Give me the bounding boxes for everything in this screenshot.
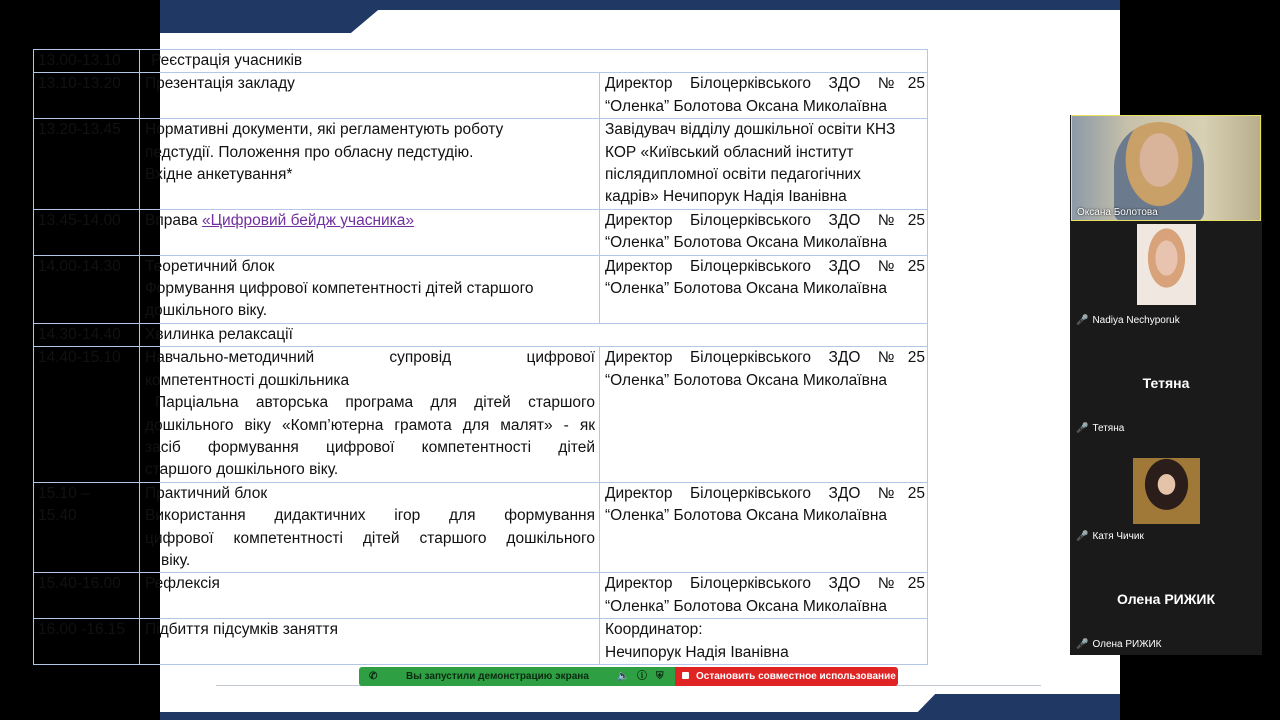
mic-muted-icon[interactable]: 🎤 (1076, 315, 1089, 326)
responsible-line: “Оленка” Болотова Оксана Миколаївна (605, 97, 888, 115)
activity-line: Практичний блок (145, 484, 268, 502)
activity-line: дошкільного віку «Комп’ютерна грамота для малят» - як (145, 416, 595, 434)
avatar (1133, 458, 1200, 524)
schedule-table (33, 49, 928, 665)
activity-cell (140, 50, 928, 73)
responsible-cell (600, 573, 928, 619)
participant-tile[interactable] (1071, 547, 1261, 653)
time-cell: 14.30-14.40 (34, 323, 140, 346)
responsible-line: Директор Білоцерківського ЗДО №25 (605, 75, 925, 93)
phone-icon[interactable]: ✆ (369, 671, 378, 682)
slide-top-accent (160, 0, 390, 33)
participant-name-text: Тетяна (1092, 423, 1125, 434)
time-cell: 13.45-14.00 (34, 209, 140, 255)
activity-cell: Хвилинка релаксації (140, 323, 928, 346)
table-row (34, 255, 928, 323)
responsible-cell (600, 347, 928, 482)
time-cell (34, 482, 140, 573)
activity-cell: Рефлексія (140, 573, 600, 619)
time-cell: 15.40-16.00 (34, 573, 140, 619)
time-line: 15.10 – (38, 484, 90, 502)
responsible-line: “Оленка” Болотова Оксана Миколаївна (605, 597, 888, 615)
activity-line: Нормативні документи, які регламентують роботу (145, 121, 504, 139)
time-line: 15.40 (38, 507, 77, 525)
responsible-line: Директор Білоцерківського ЗДО №25 (605, 575, 925, 593)
activity-prefix: Вправа (145, 211, 202, 229)
table-row (34, 619, 928, 665)
responsible-cell (600, 73, 928, 119)
participant-display-name: Тетяна (1142, 375, 1190, 391)
activity-line: дошкільного віку. (145, 302, 268, 320)
participant-tile[interactable] (1071, 115, 1261, 221)
table-row (34, 209, 928, 255)
responsible-line: Координатор: (605, 621, 703, 639)
responsible-line: Директор Білоцерківського ЗДО №25 (605, 211, 925, 229)
responsible-line: “Оленка” Болотова Оксана Миколаївна (605, 507, 888, 525)
activity-cell (140, 482, 600, 573)
participant-name (1076, 639, 1161, 651)
responsible-cell (600, 209, 928, 255)
activity-line: віку. (161, 551, 191, 569)
activity-line: Використання дидактичних ігор для формування (145, 507, 595, 525)
responsible-cell (600, 619, 928, 665)
table-row (34, 347, 928, 482)
participants-panel (1070, 115, 1262, 655)
digital-badge-link[interactable]: «Цифровий бейдж учасника» (201, 211, 415, 229)
activity-line: старшого дошкільного віку. (145, 461, 339, 479)
activity-line: цифрової компетентності дітей старшого дошкільного (145, 529, 595, 547)
responsible-line: “Оленка” Болотова Оксана Миколаївна (605, 234, 888, 252)
responsible-line: Нечипорук Надія Іванівна (605, 643, 789, 661)
activity-cell: Презентація закладу (140, 73, 600, 119)
participant-name (1076, 315, 1180, 327)
responsible-line: “Оленка” Болотова Оксана Миколаївна (605, 371, 888, 389)
activity-line: Навчально-методичний супровід цифрової (145, 349, 595, 367)
time-cell: 16.00 -16.15 (34, 619, 140, 665)
activity-line: засіб формування цифрової компетентності дітей (145, 438, 595, 456)
activity-line: компетентності дошкільника (145, 371, 350, 389)
responsible-line: “Оленка” Болотова Оксана Миколаївна (605, 280, 888, 298)
responsible-cell (600, 255, 928, 323)
responsible-line: Директор Білоцерківського ЗДО №25 (605, 484, 925, 502)
time-cell: 13.20-13.45 (34, 119, 140, 210)
time-cell: 13.00-13.10 (34, 50, 140, 73)
participant-tile[interactable] (1071, 223, 1261, 329)
mic-muted-icon[interactable]: 🎤 (1076, 639, 1089, 650)
stop-share-label: Остановить совместное использование (696, 671, 896, 682)
activity-line: Парціальна авторська програма для дітей старшого (155, 394, 595, 412)
speaker-icon[interactable]: 🔈 (617, 671, 630, 682)
activity-cell (140, 119, 600, 210)
responsible-cell (600, 119, 928, 210)
slide-bottom-accent (910, 694, 1120, 720)
share-status-text: Вы запустили демонстрацию экрана (406, 671, 589, 682)
participant-name: Оксана Болотова (1077, 207, 1158, 218)
time-cell: 13.10-13.20 (34, 73, 140, 119)
table-row (34, 119, 928, 210)
participant-name (1076, 531, 1144, 543)
activity-text: Реєстрація учасників (151, 52, 303, 69)
responsible-line: кадрів» Нечипорук Надія Іванівна (605, 188, 847, 206)
participant-name (1076, 423, 1124, 435)
shield-icon[interactable]: ⛨ (656, 671, 664, 682)
activity-cell: Підбиття підсумків заняття (140, 619, 600, 665)
activity-cell (140, 347, 600, 482)
mic-muted-icon[interactable]: 🎤 (1076, 423, 1089, 434)
avatar (1137, 224, 1196, 305)
participant-name-text: Олена РИЖИК (1092, 639, 1162, 650)
activity-cell (140, 209, 600, 255)
time-cell: 14.00-14.30 (34, 255, 140, 323)
participant-name-text: Nadiya Nechyporuk (1092, 315, 1180, 326)
activity-cell (140, 255, 600, 323)
responsible-line: післядипломної освіти педагогічних (605, 166, 861, 184)
stop-square-icon (682, 672, 689, 679)
time-cell: 14.40-15.10 (34, 347, 140, 482)
participant-tile[interactable] (1071, 439, 1261, 545)
responsible-cell (600, 482, 928, 573)
participant-display-name: Олена РИЖИК (1117, 591, 1215, 607)
stop-share-button[interactable] (675, 667, 898, 686)
table-row (34, 573, 928, 619)
responsible-line: Директор Білоцерківського ЗДО №25 (605, 349, 925, 367)
share-status-bar (359, 667, 675, 686)
activity-line: Вхідне анкетування* (145, 166, 293, 184)
responsible-line: Завідувач відділу дошкільної освіти КНЗ (605, 121, 896, 139)
mic-muted-icon[interactable]: 🎤 (1076, 531, 1089, 542)
participant-name-text: Катя Чичик (1092, 531, 1144, 542)
table-row (34, 50, 928, 73)
table-row (34, 482, 928, 573)
activity-line: педстудії. Положення про обласну педстудію. (145, 143, 474, 161)
screen-share-banner (359, 667, 898, 686)
activity-line: Теоретичний блок (145, 257, 275, 275)
responsible-line: КОР «Київський обласний інститут (605, 143, 854, 161)
info-icon[interactable]: ⓘ (637, 671, 647, 682)
table-row (34, 73, 928, 119)
participant-tile[interactable] (1071, 331, 1261, 437)
responsible-line: Директор Білоцерківського ЗДО №25 (605, 257, 925, 275)
table-row (34, 323, 928, 346)
activity-line: Формування цифрової компетентності дітей старшого (145, 280, 534, 298)
